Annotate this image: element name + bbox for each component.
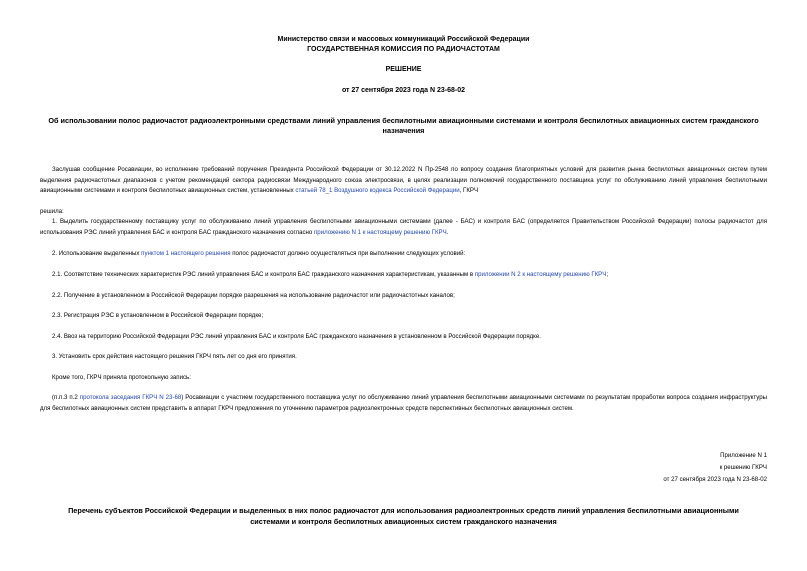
item-3-paragraph: 3. Установить срок действия настоящего решения ГКРЧ пять лет со дня его принятия.: [52, 353, 297, 360]
item-1-paragraph: [40, 217, 767, 238]
item-2-1-text: 2.1. Соответствие технических характеристик РЭС линий управления БАС и контроля БАС гражданского назначения характеристикам, указанным в: [52, 271, 475, 278]
preamble-text: Заслушав сообщение Росавиации, во исполнение требований поручения Президента Российской Федерации от 30.12.2022 N Пр-2548 по вопросу создания благоприятных условий для развития рынка беспилотных авиационных систем путем выделения радиочастотных диапазонов с учетом рекомендаций сектора радиосвязи Международного союза электросвязи, в целях реализации полномочий государственного поставщика услуг по обслуживанию линий управления беспилотными авиационными системами и контроля беспилотных авиационных систем, установленных: [40, 166, 767, 194]
ministry-name: Министерство связи и массовых коммуникаций Российской Федерации: [277, 36, 530, 43]
protocol-intro: Кроме того, ГКРЧ приняла протокольную запись:: [52, 374, 191, 381]
appendix-ref: к решению ГКРЧ: [719, 464, 767, 471]
preamble-tail: , ГКРЧ: [459, 187, 479, 194]
protocol-tail: ) Росавиации с участием государственного поставщика услуг по обслуживанию линий управления беспилотными авиационными системами по результатам проработки вопроса создания инфраструктуры для беспилотных авиационных систем представить в аппарат ГКРЧ предложения по уточнению параметров радиоэлектронных средств перспективных беспилотных авиационных систем.: [40, 394, 767, 412]
resolved-label: решила:: [40, 208, 64, 215]
protocol-paragraph: [40, 393, 767, 414]
item-2-1-paragraph: [40, 270, 767, 281]
preamble-paragraph: [40, 165, 767, 197]
item-1-text: 1. Выделить государственному поставщику услуг по обслуживанию линий управления беспилотными авиационными системами (далее - БАС) и контроля БАС (определяется Правительством Российской Федерации) полосы радиочастот для использования РЭС линий управления БАС и контроля БАС гражданского назначения согласно: [40, 218, 767, 236]
protocol-link[interactable]: протокола заседания ГКРЧ N 23-68: [79, 394, 182, 401]
commission-name: ГОСУДАРСТВЕННАЯ КОМИССИЯ ПО РАДИОЧАСТОТАМ: [307, 46, 500, 53]
item-2-tail: полос радиочастот должно осуществляться при выполнении следующих условий:: [230, 250, 466, 257]
document-type: РЕШЕНИЕ: [385, 66, 422, 73]
item-2-4-paragraph: 2.4. Ввоз на территорию Российской Федерации РЭС линий управления БАС и контроля БАС гражданского назначения в установленном в Российской Федерации порядке.: [52, 333, 541, 340]
air-code-link[interactable]: статьей 78_1 Воздушного кодекса Российской Федерации: [295, 187, 460, 194]
appendix-2-link[interactable]: приложении N 2 к настоящему решению ГКРЧ: [474, 271, 607, 278]
item-2-1-tail: ;: [606, 271, 609, 278]
document-title: Об использовании полос радиочастот радиоэлектронными средствами линий управления беспилотными авиационными системами и контроля беспилотных авиационных систем гражданского назначения: [48, 116, 759, 135]
item-2-3-paragraph: 2.3. Регистрация РЭС в установленном в Российской Федерации порядке;: [52, 312, 264, 319]
protocol-text: (п.п.3 п.2: [52, 394, 80, 401]
appendix-1-link[interactable]: приложению N 1 к настоящему решению ГКРЧ: [314, 228, 447, 236]
appendix-title: Перечень субъектов Российской Федерации и выделенных в них полос радиочастот для использования радиоэлектронных средств линий управления беспилотными авиационными системами и контроля беспилотных авиационных систем гражданского назначения: [68, 506, 739, 526]
item-2-text: 2. Использование выделенных: [52, 250, 142, 257]
document-date-number: от 27 сентября 2023 года N 23-68-02: [341, 87, 466, 94]
item-1-tail: .: [446, 228, 449, 236]
point-1-link[interactable]: пунктом 1 настоящего решения: [141, 250, 231, 257]
item-2-paragraph: [40, 249, 767, 260]
appendix-date: от 27 сентября 2023 года N 23-68-02: [663, 476, 767, 483]
appendix-label: Приложение N 1: [720, 452, 767, 459]
item-2-2-paragraph: 2.2. Получение в установленном в Российской Федерации порядке разрешения на использование радиочастот или радиочастотных каналов;: [52, 292, 455, 299]
